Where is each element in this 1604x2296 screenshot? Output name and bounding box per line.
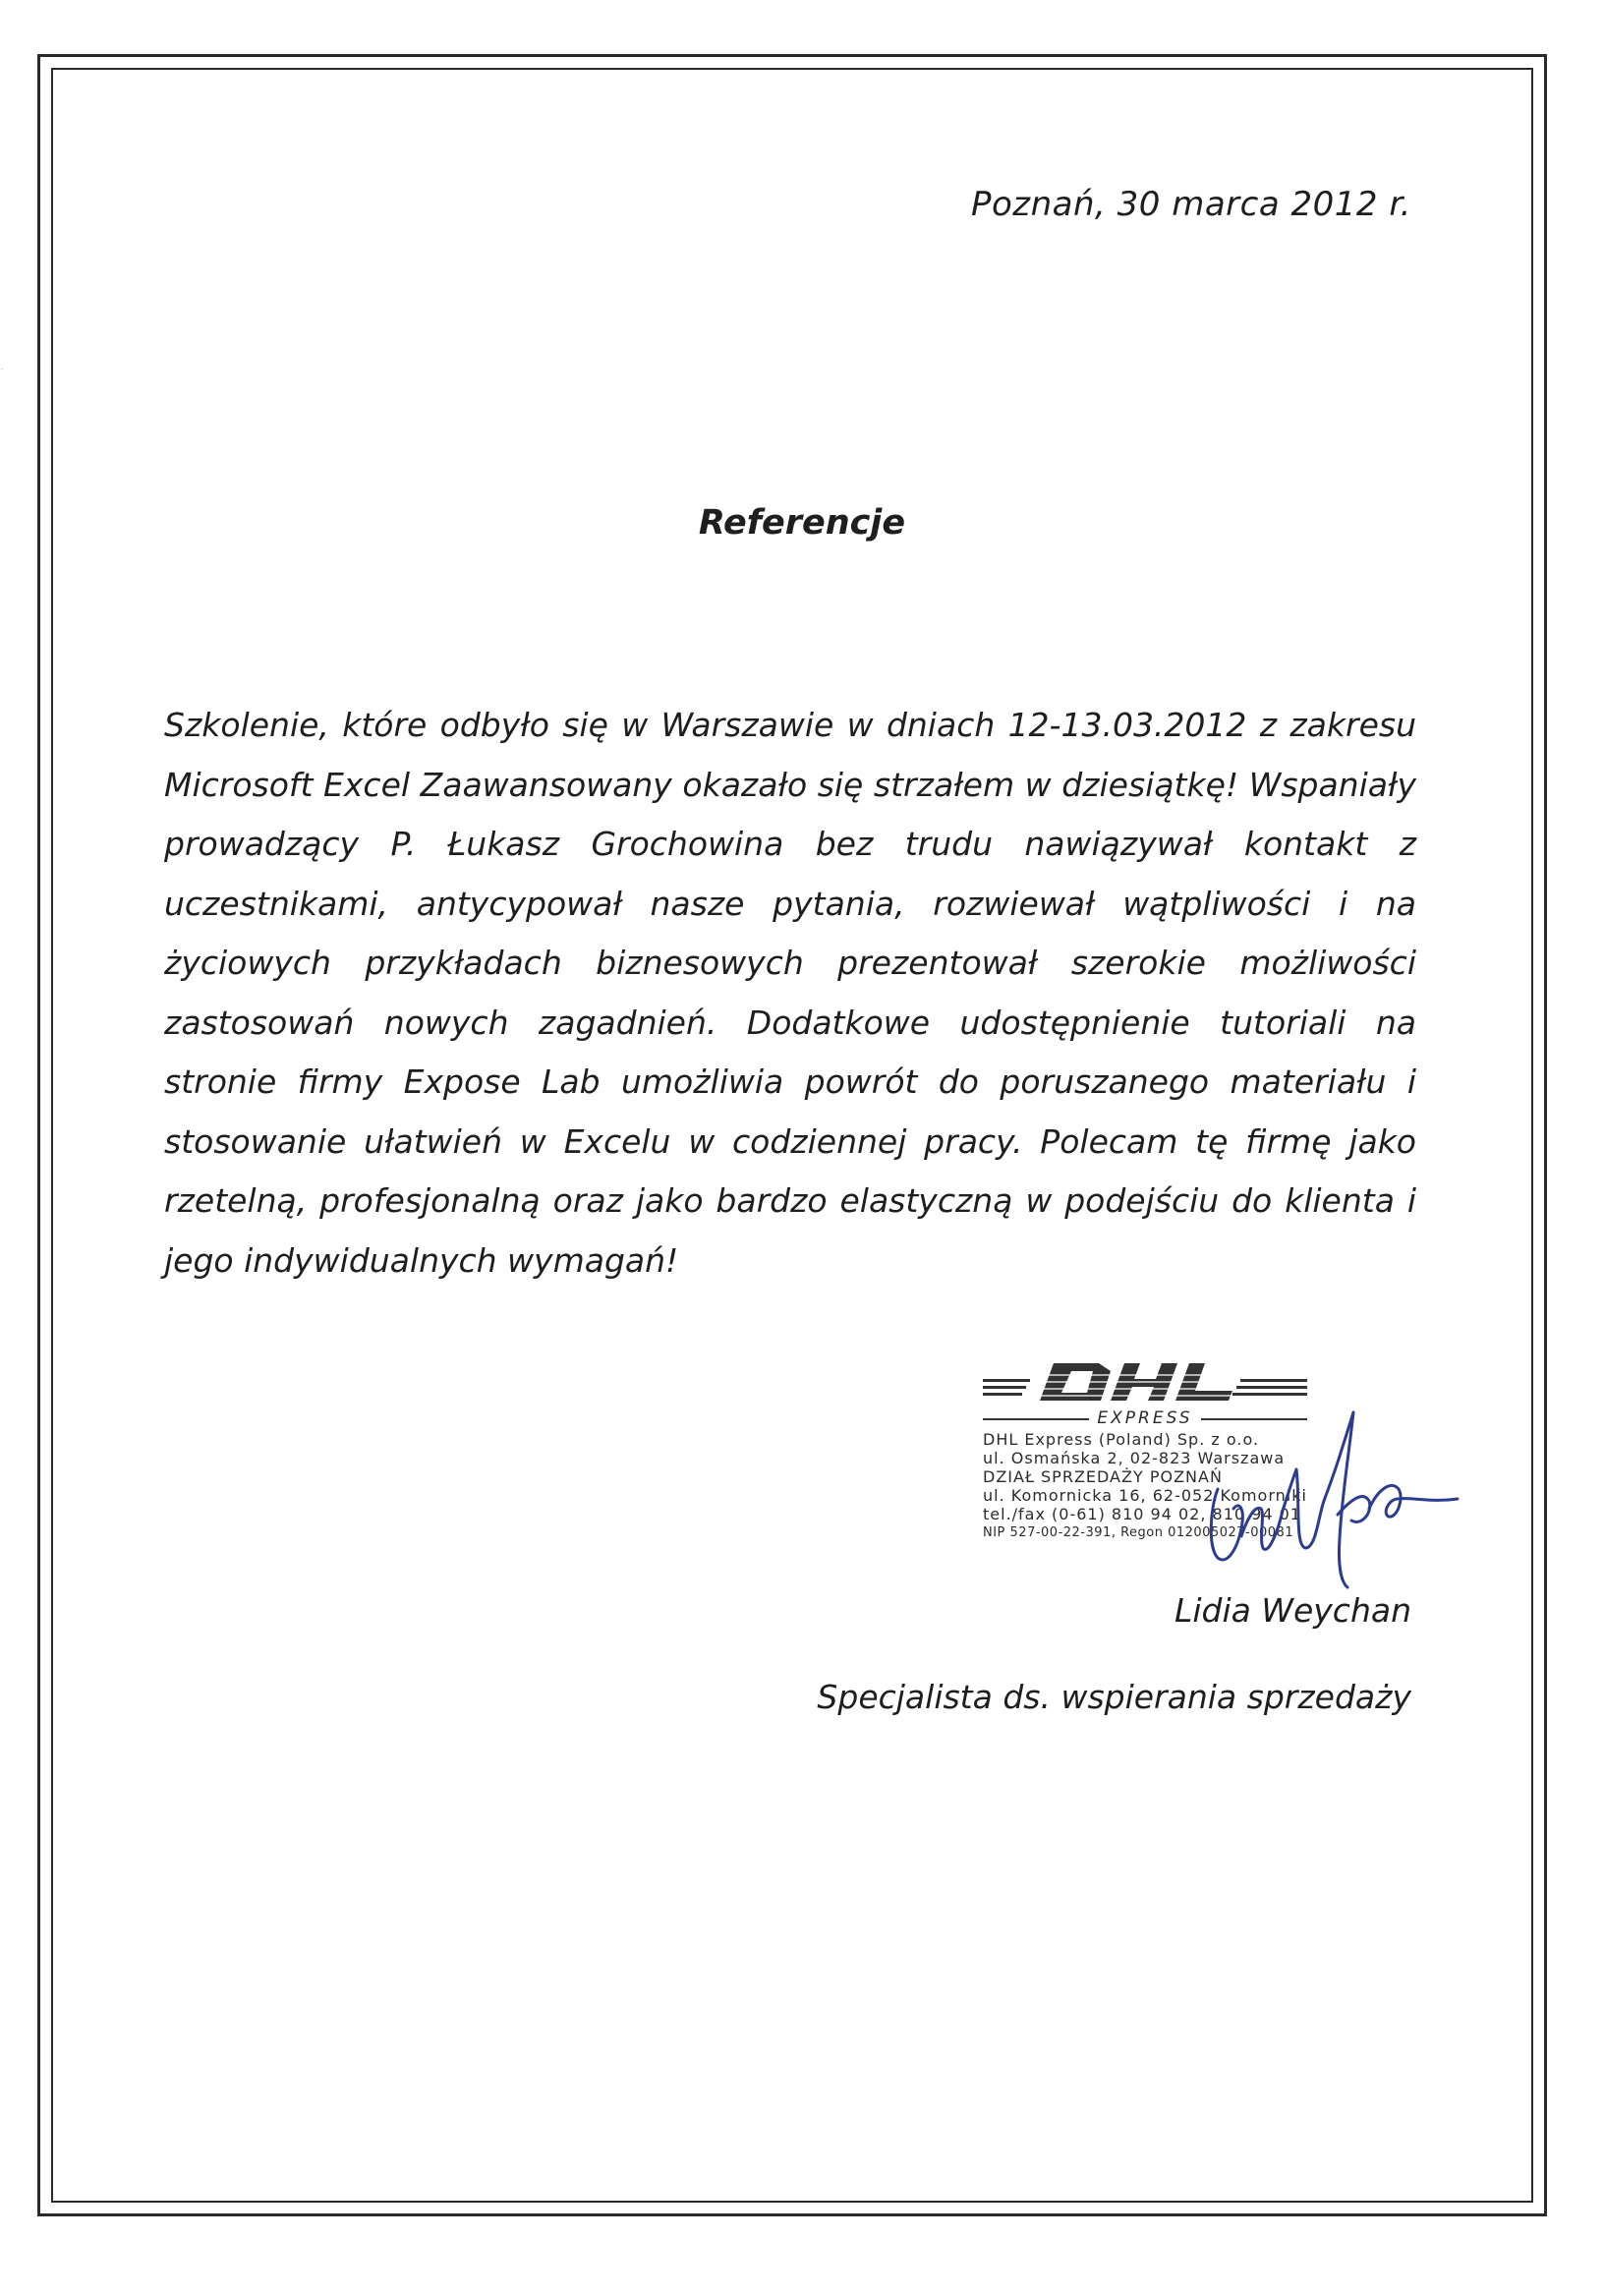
- stamp-line: NIP 527-00-22-391, Regon 012005027-00081: [983, 1525, 1294, 1540]
- dhl-logo-text: DHL: [1, 370, 4, 371]
- document-title: Referencje: [698, 503, 906, 543]
- stamp-line: DZIAŁ SPRZEDAŻY POZNAŃ: [983, 1467, 1223, 1486]
- signer-role: Specjalista ds. wspierania sprzedaży: [817, 1678, 1411, 1716]
- reference-body: Szkolenie, które odbyło się w Warszawie w dniach 12-13.03.2012 z zakresu Microsoft Excel Zaawansowany okazało się strzałem w dziesiątkę! Wspaniały prowadzący P. Łukasz Grochowina bez trudu nawiązywał kontakt z uczestnikami, antycypował nasze pytania, rozwiewał wątpliwości i na życiowych przykładach biznesowych prezentował szerokie możliwości zastosowań nowych zagadnień. Dodatkowe udostępnienie tutoriali na stronie firmy Expose Lab umożliwia powrót do poruszanego materiału i stosowanie ułatwień w Excelu w codziennej pracy. Polecam tę firmę jako rzetelną, profesjonalną oraz jako bardzo elastyczną w podejściu do klienta i jego indywidualnych wymagań!: [164, 706, 1416, 1280]
- signer-name: Lidia Weychan: [1174, 1591, 1411, 1630]
- stamp-line: DHL Express (Poland) Sp. z o.o.: [983, 1430, 1260, 1449]
- stamp-line: ul. Osmańska 2, 02-823 Warszawa: [983, 1449, 1286, 1467]
- handwritten-signature: [1204, 1410, 1464, 1592]
- stamp-line: tel./fax (0-61) 810 94 02, 810 94 01: [983, 1505, 1301, 1523]
- stamp-express-label: EXPRESS: [1097, 1408, 1193, 1428]
- place-date: Poznań, 30 marca 2012 r.: [970, 185, 1411, 224]
- stamp-line: ul. Komornicka 16, 62-052 Komorniki: [983, 1486, 1307, 1505]
